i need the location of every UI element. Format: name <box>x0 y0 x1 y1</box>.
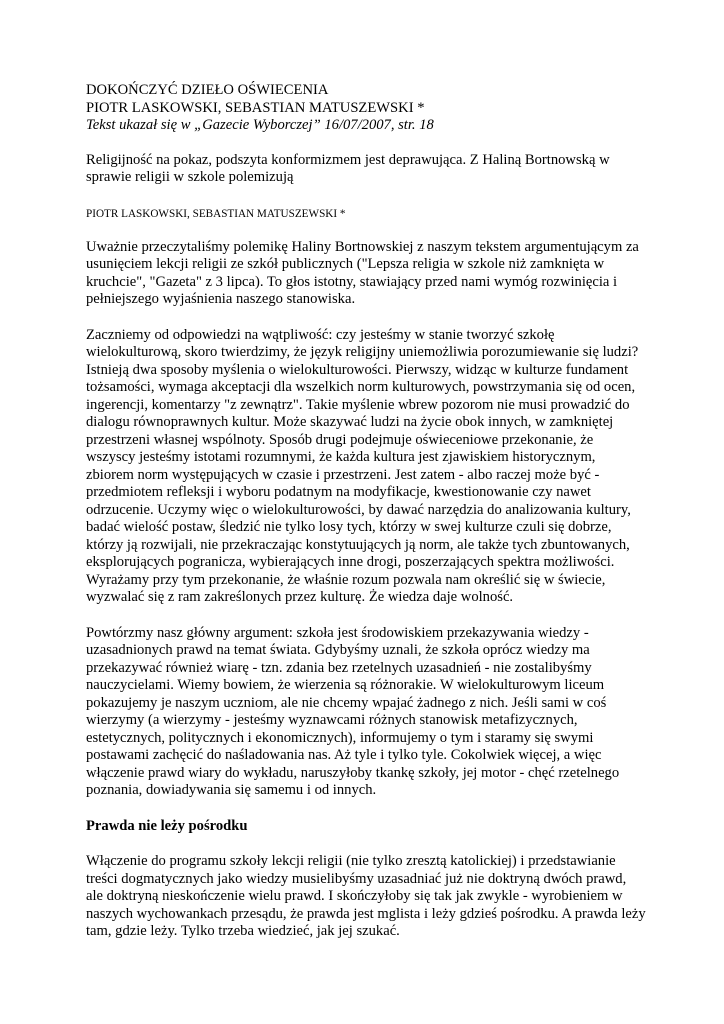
paragraph-2: Zaczniemy od odpowiedzi na wątpliwość: czy jesteśmy w stanie tworzyć szkołę wielokulturową, skoro twierdzimy, że język religijny uniemożliwia porozumiewanie się ludzi? Istnieją dwa sposoby myślenia o wielokulturowości. Pierwszy, widząc w kulturze fundament tożsamości, wymaga akceptacji dla wszelkich norm kulturowych, powstrzymania się od ocen, ingerencji, komentarzy "z zewnątrz". Takie myślenie wbrew pozorom nie musi prowadzić do dialogu równoprawnych kultur. Może skazywać ludzi na życie obok innych, w zamkniętej przestrzeni własnej wspólnoty. Sposób drugi podejmuje oświeceniowe przekonanie, że wszyscy jesteśmy istotami rozumnymi, że każda kultura jest zjawiskiem historycznym, zbiorem norm występujących w czasie i przestrzeni. Jest zatem - albo raczej może być - przedmiotem refleksji i wyboru podatnym na modyfikacje, kwestionowanie czy nawet odrzucenie. Uczymy więc o wielokulturowości, by dawać narzędzia do analizowania kultury, badać wielość postaw, śledzić nie tylko losy tych, którzy w swej kulturze czuli się dobrze, którzy ją rozwijali, nie przekraczając konstytuujących ją norm, ale także tych zbuntowanych, eksplorujących pogranicza, wybierających inne drogi, poszerzających spektra możliwości. Wyrażamy przy tym przekonanie, że właśnie rozum pozwala nam określić się w świecie, wyzwalać się z ram zakreślonych przez kulturę. Że wiedza daje wolność. <box>86 326 639 605</box>
paragraph-1: Uważnie przeczytaliśmy polemikę Haliny Bortnowskiej z naszym tekstem argumentującym za usunięciem lekcji religii ze szkół publicznych ("Lepsza religia w szkole niż zamknięta w kruchcie", "Gazeta" z 3 lipca). To głos istotny, stawiający przed nami wymóg rozwinięcia i pełniejszego wyjaśnienia naszego stanowiska. <box>86 238 639 307</box>
article-authors: PIOTR LASKOWSKI, SEBASTIAN MATUSZEWSKI * <box>86 99 425 116</box>
article-lead: Religijność na pokaz, podszyta konformizmem jest deprawująca. Z Haliną Bortnowską w sprawie religii w szkole polemizują <box>86 151 610 185</box>
paragraph-3: Powtórzmy nasz główny argument: szkoła jest środowiskiem przekazywania wiedzy - uzasadnionych prawd na temat świata. Gdybyśmy uznali, że szkoła oprócz wiedzy ma przekazywać również wiarę - tzn. zdania bez rzetelnych uzasadnień - nie zostalibyśmy nauczycielami. Wiemy bowiem, że wierzenia są różnorakie. W wielokulturowym liceum pokazujemy je naszym uczniom, ale nie chcemy wpajać żadnego z nich. Jeśli sami w coś wierzymy (a wierzymy - jesteśmy wyznawcami różnych stanowisk metafizycznych, estetycznych, politycznych i ekonomicznych), informujemy o tym i staramy się swymi postawami zachęcić do naśladowania nas. Aż tyle i tylko tyle. Cokolwiek więcej, a więc włączenie prawd wiary do wykładu, naruszyłoby tkankę szkoły, jej motor - chęć rzetelnego poznania, dowiadywania się samemu i od innych. <box>86 624 620 798</box>
section-paragraph: Włączenie do programu szkoły lekcji religii (nie tylko zresztą katolickiej) i przedstawianie treści dogmatycznych jako wiedzy musielibyśmy uzasadniać już nie doktryną dwóch prawd, ale doktryną nieskończenie wielu prawd. I skończyłoby się tak jak zwykle - wyrobieniem w naszych wychowankach przesądu, że prawda jest mglista i leży gdzieś pośrodku. A prawda leży tam, gdzie leży. Tylko trzeba wiedzieć, jak jej szukać. <box>86 853 646 939</box>
article-byline: PIOTR LASKOWSKI, SEBASTIAN MATUSZEWSKI * <box>86 207 346 220</box>
document-page <box>86 82 646 941</box>
article-source: Tekst ukazał się w „Gazecie Wyborczej” 16/07/2007, str. 18 <box>86 117 434 133</box>
section-heading: Prawda nie leży pośrodku <box>86 817 248 834</box>
article-header <box>86 82 646 135</box>
article-title: DOKOŃCZYĆ DZIEŁO OŚWIECENIA <box>86 82 329 98</box>
